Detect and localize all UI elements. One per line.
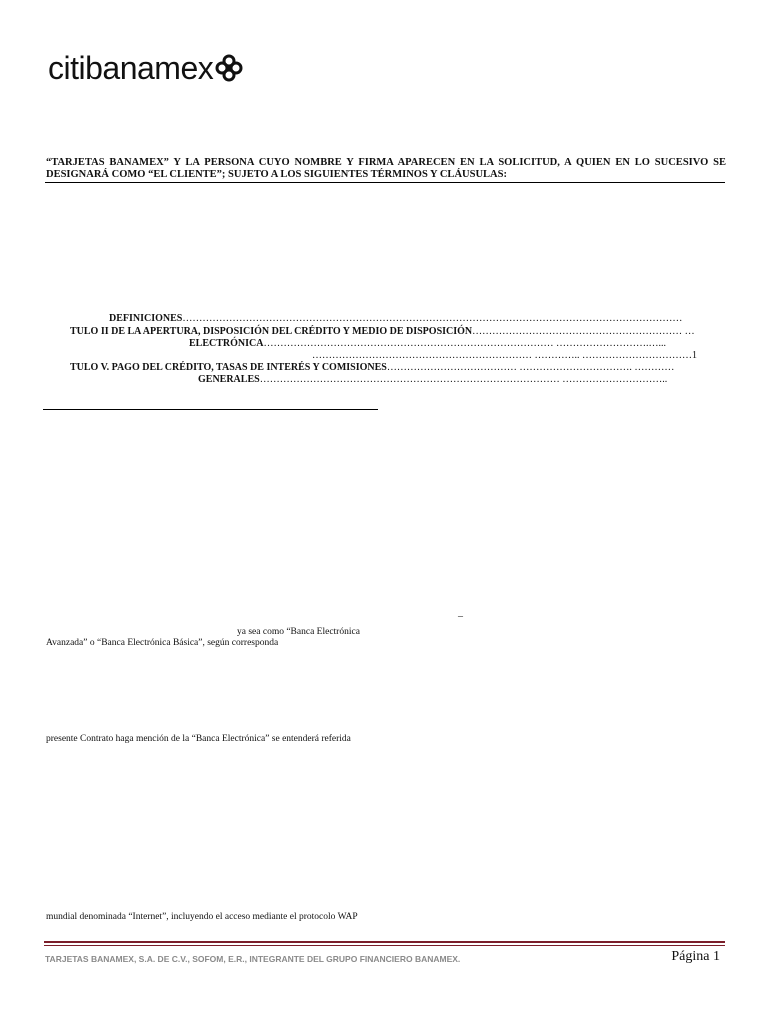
toc-leader-dots: ……………………………………………………………………………… …………………………..	[259, 374, 668, 385]
toc-entry-label: DEFINICIONES	[109, 313, 183, 324]
toc-entry[interactable]	[189, 338, 666, 350]
page-number: Página 1	[671, 949, 720, 964]
body-text-fragment: presente Contrato haga mención de la “Banca Electrónica” se entenderá referida	[46, 734, 351, 744]
footer-company-name: TARJETAS BANAMEX, S.A. DE C.V., SOFOM, E.R., INTEGRANTE DEL GRUPO FINANCIERO BANAMEX.	[45, 954, 461, 964]
toc-entry[interactable]	[198, 374, 667, 386]
contract-intro-heading: “TARJETAS BANAMEX” Y LA PERSONA CUYO NOMBRE Y FIRMA APARECEN EN LA SOLICITUD, A QUIEN EN LO SUCESIVO SE DESIGNARÁ COMO “EL CLIENTE”; SUJETO A LOS SIGUIENTES TÉRMINOS Y CLÁUSULAS:	[46, 157, 726, 180]
toc-entry-label: TULO II DE LA APERTURA, DISPOSICIÓN DEL CRÉDITO Y MEDIO DE DISPOSICIÓN	[70, 326, 473, 337]
banamex-flower-logo-icon	[214, 53, 244, 83]
toc-leader-dots: ………………………………………………………… ………….. ……………………………1	[312, 350, 697, 361]
toc-entry[interactable]	[70, 362, 674, 374]
toc-entry-label: ELECTRÓNICA	[189, 338, 264, 349]
dash-mark: –	[458, 611, 463, 622]
heading-divider	[45, 182, 725, 183]
toc-leader-dots: ……………………………………………………… …	[472, 326, 695, 337]
toc-divider	[43, 409, 378, 410]
logo-text: citibanamex	[48, 50, 214, 86]
toc-leader-dots: …………………………………………………………………………… ……………………….…...	[263, 338, 666, 349]
body-text-fragment: ya sea como “Banca Electrónica	[237, 627, 360, 637]
toc-entry-label: GENERALES	[198, 374, 260, 385]
toc-leader-dots: ………………………………… ……………………………. …………	[386, 362, 675, 373]
toc-entry[interactable]	[109, 313, 682, 325]
body-text-fragment: mundial denominada “Internet”, incluyendo el acceso mediante el protocolo WAP	[46, 912, 358, 922]
toc-entry[interactable]	[312, 350, 697, 362]
citibanamex-logo	[48, 48, 244, 88]
toc-leader-dots: ……………………………………………………………………………………………………………………………………	[182, 313, 683, 324]
footer-divider	[44, 941, 725, 943]
toc-entry-label: TULO V. PAGO DEL CRÉDITO, TASAS DE INTERÉS Y COMISIONES	[70, 362, 387, 373]
body-text-fragment: Avanzada” o “Banca Electrónica Básica”, según corresponda	[46, 638, 279, 648]
footer-divider	[44, 945, 725, 946]
toc-entry[interactable]	[70, 326, 695, 338]
